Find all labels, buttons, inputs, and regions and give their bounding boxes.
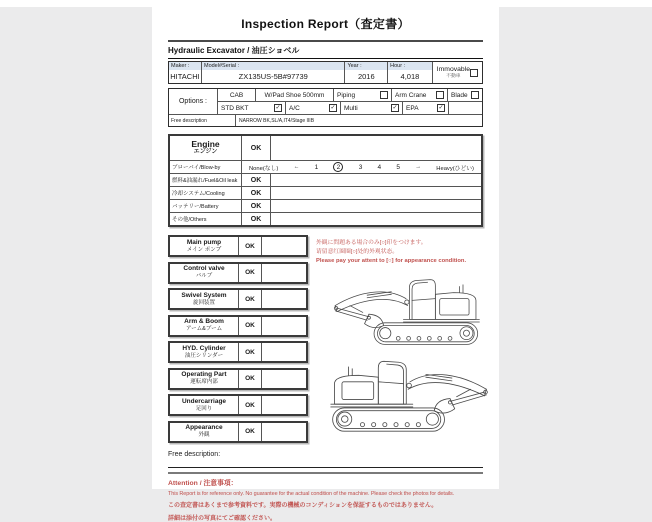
section-separator: [168, 472, 483, 474]
appearance-note-en: Please pay your attent to [○] for appearance condition.: [316, 257, 467, 264]
std-bkt-checkbox[interactable]: ✓: [275, 105, 281, 111]
check-item-swivel-system: Swivel System 旋回装置 OK: [168, 288, 308, 310]
others-row: その他/Others OK: [170, 212, 481, 225]
notes-and-diagrams-column: [308, 235, 483, 447]
model-serial-label: Model#Serial :: [202, 62, 344, 70]
engine-header-row: [170, 136, 481, 160]
free-description-bottom: Free description:: [168, 448, 483, 468]
epa-checkbox[interactable]: ✓: [438, 105, 444, 111]
blowby-level-3[interactable]: 3: [358, 163, 363, 171]
model-serial-cell: [202, 62, 345, 83]
year-label: Year :: [345, 62, 387, 70]
inspection-report-page: [152, 0, 499, 522]
main-pump-status: OK: [239, 237, 262, 255]
blowby-none-label: None(なし): [249, 165, 279, 172]
model-serial-value: ZX135US-5B#97739: [238, 72, 308, 81]
engine-title-cell: Engine エンジン: [170, 136, 242, 160]
appearance-note-jp: 外観に問題ある場合のみ[○]印をつけます。: [316, 240, 427, 246]
attention-line-en: This Report is for reference only. No guarantee for the actual condition of the machine. Please check the photos for details.: [168, 490, 455, 497]
engine-status: OK: [242, 136, 271, 160]
undercarriage-status: OK: [239, 396, 262, 414]
blowby-heavy-label: Heavy(ひどい): [436, 165, 474, 172]
control-valve-status: OK: [239, 264, 262, 282]
blowby-level-1[interactable]: 1: [314, 163, 319, 171]
ac-checkbox[interactable]: ✓: [330, 105, 336, 111]
blowby-row: [170, 160, 481, 173]
year-cell: [345, 62, 388, 83]
hour-cell: [388, 62, 433, 83]
machine-type-heading: Hydraulic Excavator / 油圧ショベル: [168, 42, 483, 59]
options-row-1: [218, 89, 482, 101]
immovable-label: Immovable: [436, 66, 470, 74]
others-status: OK: [242, 213, 271, 225]
option-multi: Multi ✓: [341, 102, 403, 114]
option-std-bkt: STD BKT ✓: [218, 102, 286, 114]
blowby-right-arrow: →: [415, 164, 422, 170]
check-item-hyd-cylinder: HYD. Cylinder 油圧シリンダー OK: [168, 341, 308, 363]
appearance-status: OK: [239, 423, 262, 441]
appearance-note-cn: 请留意红圈圈[○]处的外观状态。: [316, 248, 399, 255]
immovable-checkbox[interactable]: [470, 69, 478, 77]
hyd-cylinder-status: OK: [239, 343, 262, 361]
blowby-left-arrow: ←: [293, 164, 300, 170]
hour-label: Hour :: [388, 62, 432, 70]
immovable-cell: [433, 62, 482, 83]
check-item-undercarriage: Undercarriage 足回り OK: [168, 394, 308, 416]
maker-cell: [169, 62, 202, 83]
options-label: Options :: [169, 89, 218, 114]
attention-heading: Attention / 注意事項：: [168, 480, 238, 487]
multi-checkbox[interactable]: ✓: [392, 105, 398, 111]
maker-label: Maker :: [169, 62, 201, 70]
option-epa: EPA ✓: [403, 102, 449, 114]
fuel-oil-leak-status: OK: [242, 174, 271, 186]
arm-boom-status: OK: [239, 317, 262, 335]
option-blade: Blade: [448, 89, 482, 101]
appearance-note: [316, 239, 483, 266]
option-arm-crane: Arm Crane: [392, 89, 448, 101]
year-value: 2016: [357, 72, 375, 81]
option-wpad-shoe: W/Pad Shoe 500mm: [256, 89, 334, 101]
option-ac: A/C ✓: [286, 102, 341, 114]
blowby-level-5[interactable]: 5: [396, 163, 401, 171]
engine-check-table: [168, 134, 483, 227]
fuel-oil-leak-row: 燃料&油漏れ/Fuel&Oil leak OK: [170, 173, 481, 186]
blowby-label: ブローバイ/Blow-by: [170, 161, 242, 173]
page-title: Inspection Report（査定書）: [241, 17, 410, 31]
blade-checkbox[interactable]: [471, 91, 479, 99]
option-cab: CAB: [218, 89, 256, 101]
check-item-arm-boom: Arm & Boom アーム&ブーム OK: [168, 315, 308, 337]
cooling-status: OK: [242, 187, 271, 199]
check-items-column: [168, 235, 308, 447]
free-description-value: NARROW BK,SL/A,IT4/Stage IIIB: [239, 117, 315, 124]
option-piping: Piping: [334, 89, 392, 101]
hour-value: 4,018: [400, 72, 420, 81]
arm-crane-checkbox[interactable]: [436, 91, 444, 99]
blowby-level-4[interactable]: 4: [377, 163, 382, 171]
attention-line-jp1: この査定書はあくまで参考資料です。実際の機械のコンディションを保証するものではありません。: [168, 503, 438, 509]
swivel-system-status: OK: [239, 290, 262, 308]
options-row-2: [218, 101, 482, 114]
options-free-description-row: [169, 114, 482, 126]
attention-line-jp2: 詳細は添付の写真にてご確認ください。: [168, 515, 277, 522]
blowby-level-2-selected[interactable]: 2: [333, 162, 343, 172]
battery-row: バッテリー/Battery OK: [170, 199, 481, 212]
check-item-control-valve: Control valve バルブ OK: [168, 262, 308, 284]
piping-checkbox[interactable]: [380, 91, 388, 99]
machine-info-table: [168, 61, 483, 84]
free-description-label: Free description: [169, 115, 236, 126]
immovable-label-jp: 不動車: [446, 73, 461, 79]
cooling-row: 冷却システム/Cooling OK: [170, 186, 481, 199]
check-item-appearance: Appearance 外観 OK: [168, 421, 308, 443]
check-item-main-pump: Main pump メイン ポンプ OK: [168, 235, 308, 257]
battery-status: OK: [242, 200, 271, 212]
blowby-scale: [242, 161, 481, 173]
maker-value: HITACHI: [170, 72, 200, 81]
options-table: [168, 88, 483, 127]
option-empty: [449, 102, 482, 114]
check-item-operating-part: Operating Part 運転席内部 OK: [168, 368, 308, 390]
excavator-diagram-left-view: [316, 271, 483, 347]
operating-part-status: OK: [239, 370, 262, 388]
excavator-diagram-right-view: [316, 352, 483, 434]
